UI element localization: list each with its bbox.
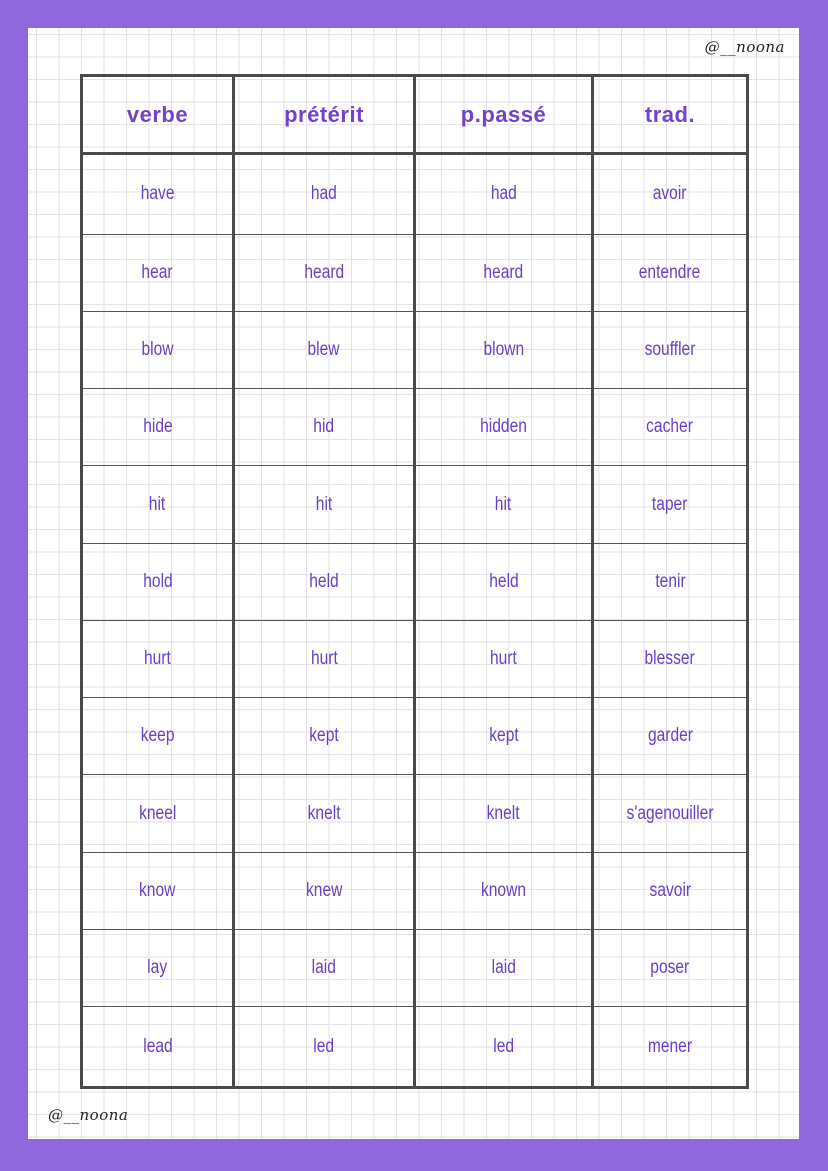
translation-cell: [593, 311, 748, 388]
verb-cell-text: hit: [149, 493, 166, 515]
translation-cell-text: entendre: [639, 261, 701, 283]
translation-cell-text: souffler: [644, 339, 696, 361]
verb-cell: [82, 1007, 234, 1088]
preterit-cell: [234, 311, 415, 388]
verb-cell-text: lead: [142, 1035, 173, 1057]
verb-cell: [82, 543, 234, 620]
table-header-row: [82, 76, 748, 154]
verb-cell: [82, 234, 234, 311]
translation-cell-text: taper: [652, 493, 688, 515]
watermark-bottom: @__noona: [48, 1106, 129, 1124]
participle-cell: [415, 154, 593, 235]
participle-cell: [415, 234, 593, 311]
preterit-cell: [234, 154, 415, 235]
table-row: [82, 389, 748, 466]
participle-cell: [415, 311, 593, 388]
participle-cell: [415, 620, 593, 697]
preterit-cell-text: hid: [313, 416, 335, 438]
preterit-cell-text: kept: [309, 725, 339, 747]
translation-cell: [593, 775, 748, 852]
translation-cell-text: avoir: [653, 183, 687, 205]
preterit-cell: [234, 389, 415, 466]
translation-cell: [593, 234, 748, 311]
translation-cell-text: tenir: [654, 570, 686, 592]
table-row: [82, 620, 748, 697]
participle-cell: [415, 1007, 593, 1088]
translation-cell: [593, 620, 748, 697]
preterit-cell: [234, 543, 415, 620]
translation-cell: [593, 1007, 748, 1088]
verb-cell: [82, 389, 234, 466]
table-row: [82, 775, 748, 852]
translation-cell-text: s'agenouiller: [626, 802, 714, 824]
verb-cell-text: hide: [142, 416, 173, 438]
verb-cell-text: lay: [147, 957, 168, 979]
translation-cell-text: cacher: [646, 416, 694, 438]
verb-cell: [82, 311, 234, 388]
verb-cell: [82, 698, 234, 775]
participle-cell: [415, 389, 593, 466]
verb-cell: [82, 852, 234, 929]
participle-cell-text: hidden: [480, 416, 527, 438]
participle-cell: [415, 543, 593, 620]
translation-cell-text: savoir: [649, 879, 691, 901]
worksheet-page: [28, 28, 799, 1139]
translation-cell: [593, 930, 748, 1007]
verb-cell-text: keep: [140, 725, 175, 747]
preterit-cell: [234, 466, 415, 543]
preterit-cell-text: heard: [304, 261, 344, 283]
header-verbe: verbe: [82, 76, 234, 154]
participle-cell: [415, 852, 593, 929]
translation-cell: [593, 852, 748, 929]
translation-cell-text: garder: [647, 725, 693, 747]
verb-cell: [82, 775, 234, 852]
participle-cell: [415, 466, 593, 543]
verb-cell-text: hear: [141, 261, 174, 283]
participle-cell: [415, 930, 593, 1007]
verb-cell: [82, 154, 234, 235]
translation-cell-text: mener: [647, 1035, 693, 1057]
translation-cell-text: poser: [650, 957, 690, 979]
preterit-cell: [234, 234, 415, 311]
verb-cell: [82, 466, 234, 543]
preterit-cell-text: knew: [305, 879, 343, 901]
preterit-cell: [234, 620, 415, 697]
preterit-cell: [234, 1007, 415, 1088]
translation-cell: [593, 154, 748, 235]
preterit-cell-text: hit: [315, 493, 333, 515]
verb-cell-text: know: [139, 879, 176, 901]
table-row: [82, 543, 748, 620]
irregular-verbs-table: [80, 74, 749, 1089]
table-row: [82, 930, 748, 1007]
verb-cell-text: blow: [141, 339, 174, 361]
participle-cell-text: kept: [488, 725, 519, 747]
preterit-cell-text: held: [309, 570, 339, 592]
table-row: [82, 154, 748, 235]
participle-cell: [415, 775, 593, 852]
preterit-cell-text: blew: [307, 339, 341, 361]
participle-cell-text: hit: [495, 493, 512, 515]
watermark-top: @__noona: [704, 38, 785, 56]
translation-cell-text: blesser: [644, 648, 696, 670]
header-participe-passe: p.passé: [415, 76, 593, 154]
preterit-cell-text: had: [310, 183, 337, 205]
table-row: [82, 466, 748, 543]
preterit-cell: [234, 698, 415, 775]
table-row: [82, 234, 748, 311]
participle-cell: [415, 698, 593, 775]
verb-cell: [82, 930, 234, 1007]
table-row: [82, 698, 748, 775]
table-body: [82, 154, 748, 1088]
table-row: [82, 852, 748, 929]
translation-cell: [593, 698, 748, 775]
translation-cell: [593, 389, 748, 466]
translation-cell: [593, 466, 748, 543]
header-traduction: trad.: [593, 76, 748, 154]
participle-cell-text: heard: [483, 261, 524, 283]
translation-cell: [593, 543, 748, 620]
participle-cell-text: hurt: [490, 648, 517, 670]
preterit-cell-text: hurt: [310, 648, 338, 670]
preterit-cell-text: led: [313, 1035, 335, 1057]
verb-cell: [82, 620, 234, 697]
participle-cell-text: blown: [483, 339, 524, 361]
participle-cell-text: laid: [491, 957, 516, 979]
participle-cell-text: known: [480, 879, 527, 901]
verb-cell-text: kneel: [138, 802, 177, 824]
verb-cell-text: hold: [142, 570, 173, 592]
preterit-cell: [234, 775, 415, 852]
verb-cell-text: have: [140, 183, 175, 205]
preterit-cell: [234, 930, 415, 1007]
header-preterit: prétérit: [234, 76, 415, 154]
preterit-cell: [234, 852, 415, 929]
preterit-cell-text: knelt: [307, 802, 341, 824]
table-row: [82, 1007, 748, 1088]
participle-cell-text: held: [488, 570, 519, 592]
participle-cell-text: had: [490, 183, 517, 205]
participle-cell-text: knelt: [487, 802, 520, 824]
participle-cell-text: led: [493, 1035, 514, 1057]
table-row: [82, 311, 748, 388]
verb-cell-text: hurt: [144, 648, 171, 670]
preterit-cell-text: laid: [311, 957, 337, 979]
